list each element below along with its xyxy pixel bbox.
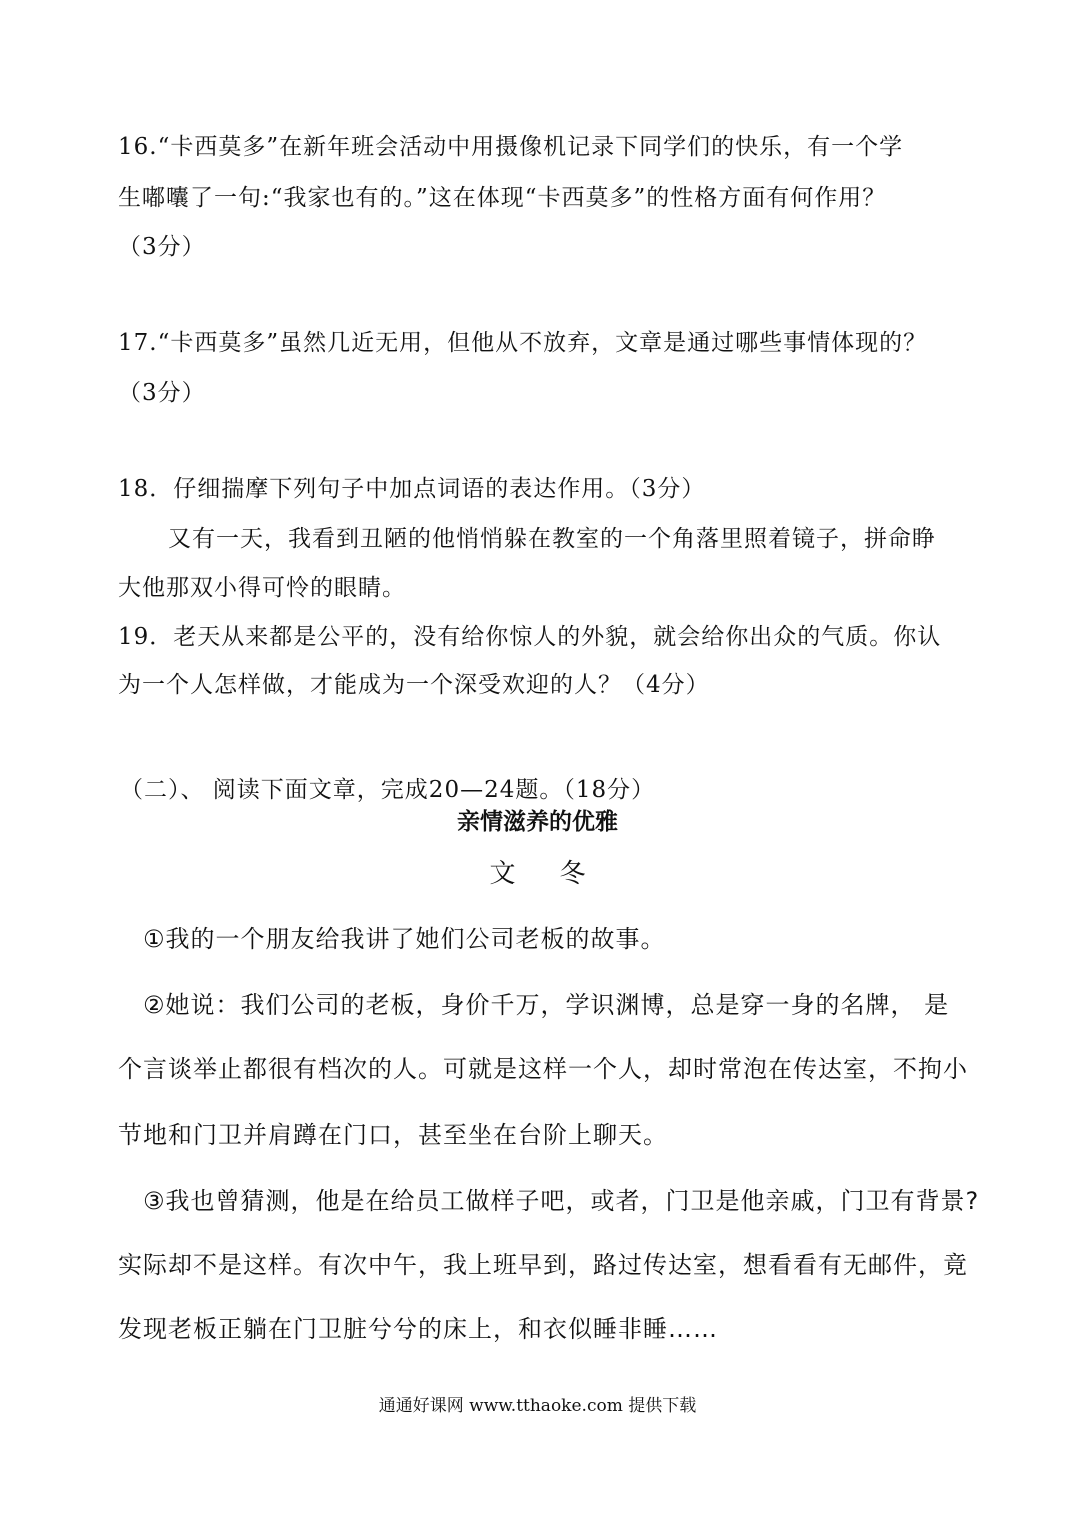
q16-line-2: 生嘟囔了一句:“我家也有的。”这在体现“卡西莫多”的性格方面有何作用？ — [118, 185, 887, 211]
article-paragraph-2-line-1: ②她说：我们公司的老板，身价千万，学识渊博，总是穿一身的名牌， 是 — [143, 991, 950, 1019]
q19-line-1: 19．老天从来都是公平的，没有给你惊人的外貌，就会给你出众的气质。你认 — [118, 624, 942, 650]
q18-quote-line-1: 又有一天，我看到丑陋的他悄悄躲在教室的一个角落里照着镜子，拼命睁 — [168, 526, 936, 552]
q19-line-2: 为一个人怎样做，才能成为一个深受欢迎的人？（4分） — [118, 672, 710, 698]
article-paragraph-2-line-2: 个言谈举止都很有档次的人。可就是这样一个人，却时常泡在传达室，不拘小 — [118, 1055, 968, 1083]
article-title: 亲情滋养的优雅 — [457, 809, 618, 835]
article-author: 文冬 — [489, 859, 630, 889]
article-paragraph-1: ①我的一个朋友给我讲了她们公司老板的故事。 — [143, 925, 666, 953]
q17-score: （3分） — [118, 380, 206, 406]
page-footer: 通通好课网 www.tthaoke.com 提供下载 — [378, 1396, 697, 1416]
q17-line-1: 17.“卡西莫多”虽然几近无用，但他从不放弃，文章是通过哪些事情体现的？ — [118, 330, 928, 356]
q16-line-1: 16.“卡西莫多”在新年班会活动中用摄像机记录下同学们的快乐，有一个学 — [118, 134, 904, 160]
article-paragraph-3-line-1: ③我也曾猜测，他是在给员工做样子吧，或者，门卫是他亲戚，门卫有背景? — [143, 1187, 980, 1215]
article-paragraph-3-line-2: 实际却不是这样。有次中午，我上班早到，路过传达室，想看看有无邮件，竟 — [118, 1251, 968, 1279]
section-heading: （二）、 阅读下面文章，完成20—24题。（18分） — [120, 777, 656, 803]
q18-line-1: 18．仔细揣摩下列句子中加点词语的表达作用。（3分） — [118, 476, 706, 502]
article-paragraph-2-line-3: 节地和门卫并肩蹲在门口，甚至坐在台阶上聊天。 — [118, 1121, 668, 1149]
article-paragraph-3-line-3: 发现老板正躺在门卫脏兮兮的床上，和衣似睡非睡…… — [118, 1315, 718, 1343]
q18-quote-line-2: 大他那双小得可怜的眼睛。 — [118, 575, 406, 601]
q16-score: （3分） — [118, 234, 206, 260]
